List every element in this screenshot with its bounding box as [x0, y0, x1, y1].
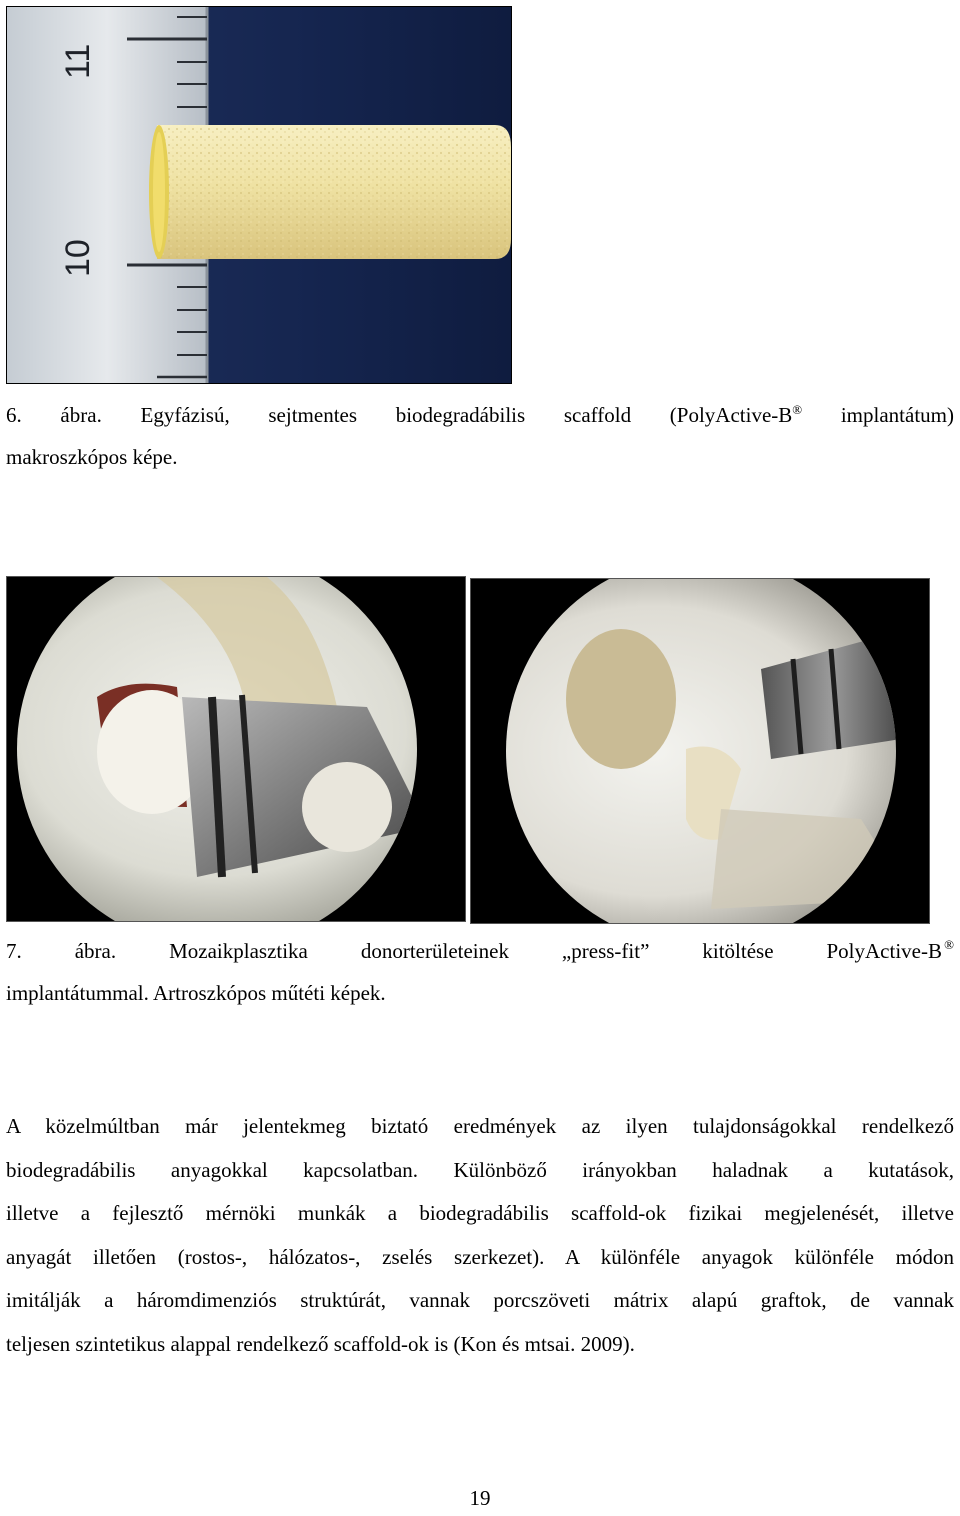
figure-7-caption-line2: implantátummal. Artroszkópos műtéti képek.	[6, 981, 386, 1005]
paragraph-line: anyagát illetően (rostos-, hálózatos-, zselés szerkezet). A különféle anyagok különféle módon	[6, 1244, 954, 1269]
page-number: 19	[469, 1486, 491, 1510]
scaffold-cylinder	[149, 125, 511, 259]
figure-7-caption	[6, 930, 954, 1014]
registered-mark: ®	[944, 937, 954, 952]
paragraph-line: biodegradábilis anyagokkal kapcsolatban. Különböző irányokban haladnak a kutatások,	[6, 1157, 954, 1182]
ruler-label-10: 10	[59, 239, 97, 277]
scaffold-photo	[7, 7, 511, 383]
ruler-label-11: 11	[59, 43, 97, 79]
figure-6-caption-line1: 6. ábra. Egyfázisú, sejtmentes biodegradábilis scaffold (PolyActive-B® implantátum)	[6, 402, 954, 427]
paragraph-line: A közelmúltban már jelentekmeg biztató eredmények az ilyen tulajdonságokkal rendelkező	[6, 1114, 954, 1138]
arthroscopy-photo-right	[471, 579, 929, 923]
body-paragraph	[6, 1105, 954, 1367]
arthroscopy-photo-left	[7, 577, 465, 921]
figure-6-image	[6, 6, 512, 384]
figure-7-image-right	[470, 578, 930, 924]
figure-7-caption-line1: 7. ábra. Mozaikplasztika donorterületeinek „press-fit” kitöltése PolyActive-B ®	[6, 937, 954, 963]
paragraph-line: teljesen szintetikus alappal rendelkező scaffold-ok is (Kon és mtsai. 2009).	[6, 1331, 635, 1356]
registered-mark: ®	[792, 402, 803, 417]
paragraph-line: imitálják a háromdimenziós struktúrát, vannak porcszöveti mátrix alapú graftok, de vannak	[6, 1288, 954, 1313]
figure-7-image-left	[6, 576, 466, 922]
paragraph-line: illetve a fejlesztő mérnöki munkák a biodegradábilis scaffold-ok fizikai megjelenését, illetve	[6, 1201, 954, 1226]
figure-6-caption	[6, 394, 954, 478]
figure-6-caption-line2: makroszkópos képe.	[6, 445, 178, 469]
